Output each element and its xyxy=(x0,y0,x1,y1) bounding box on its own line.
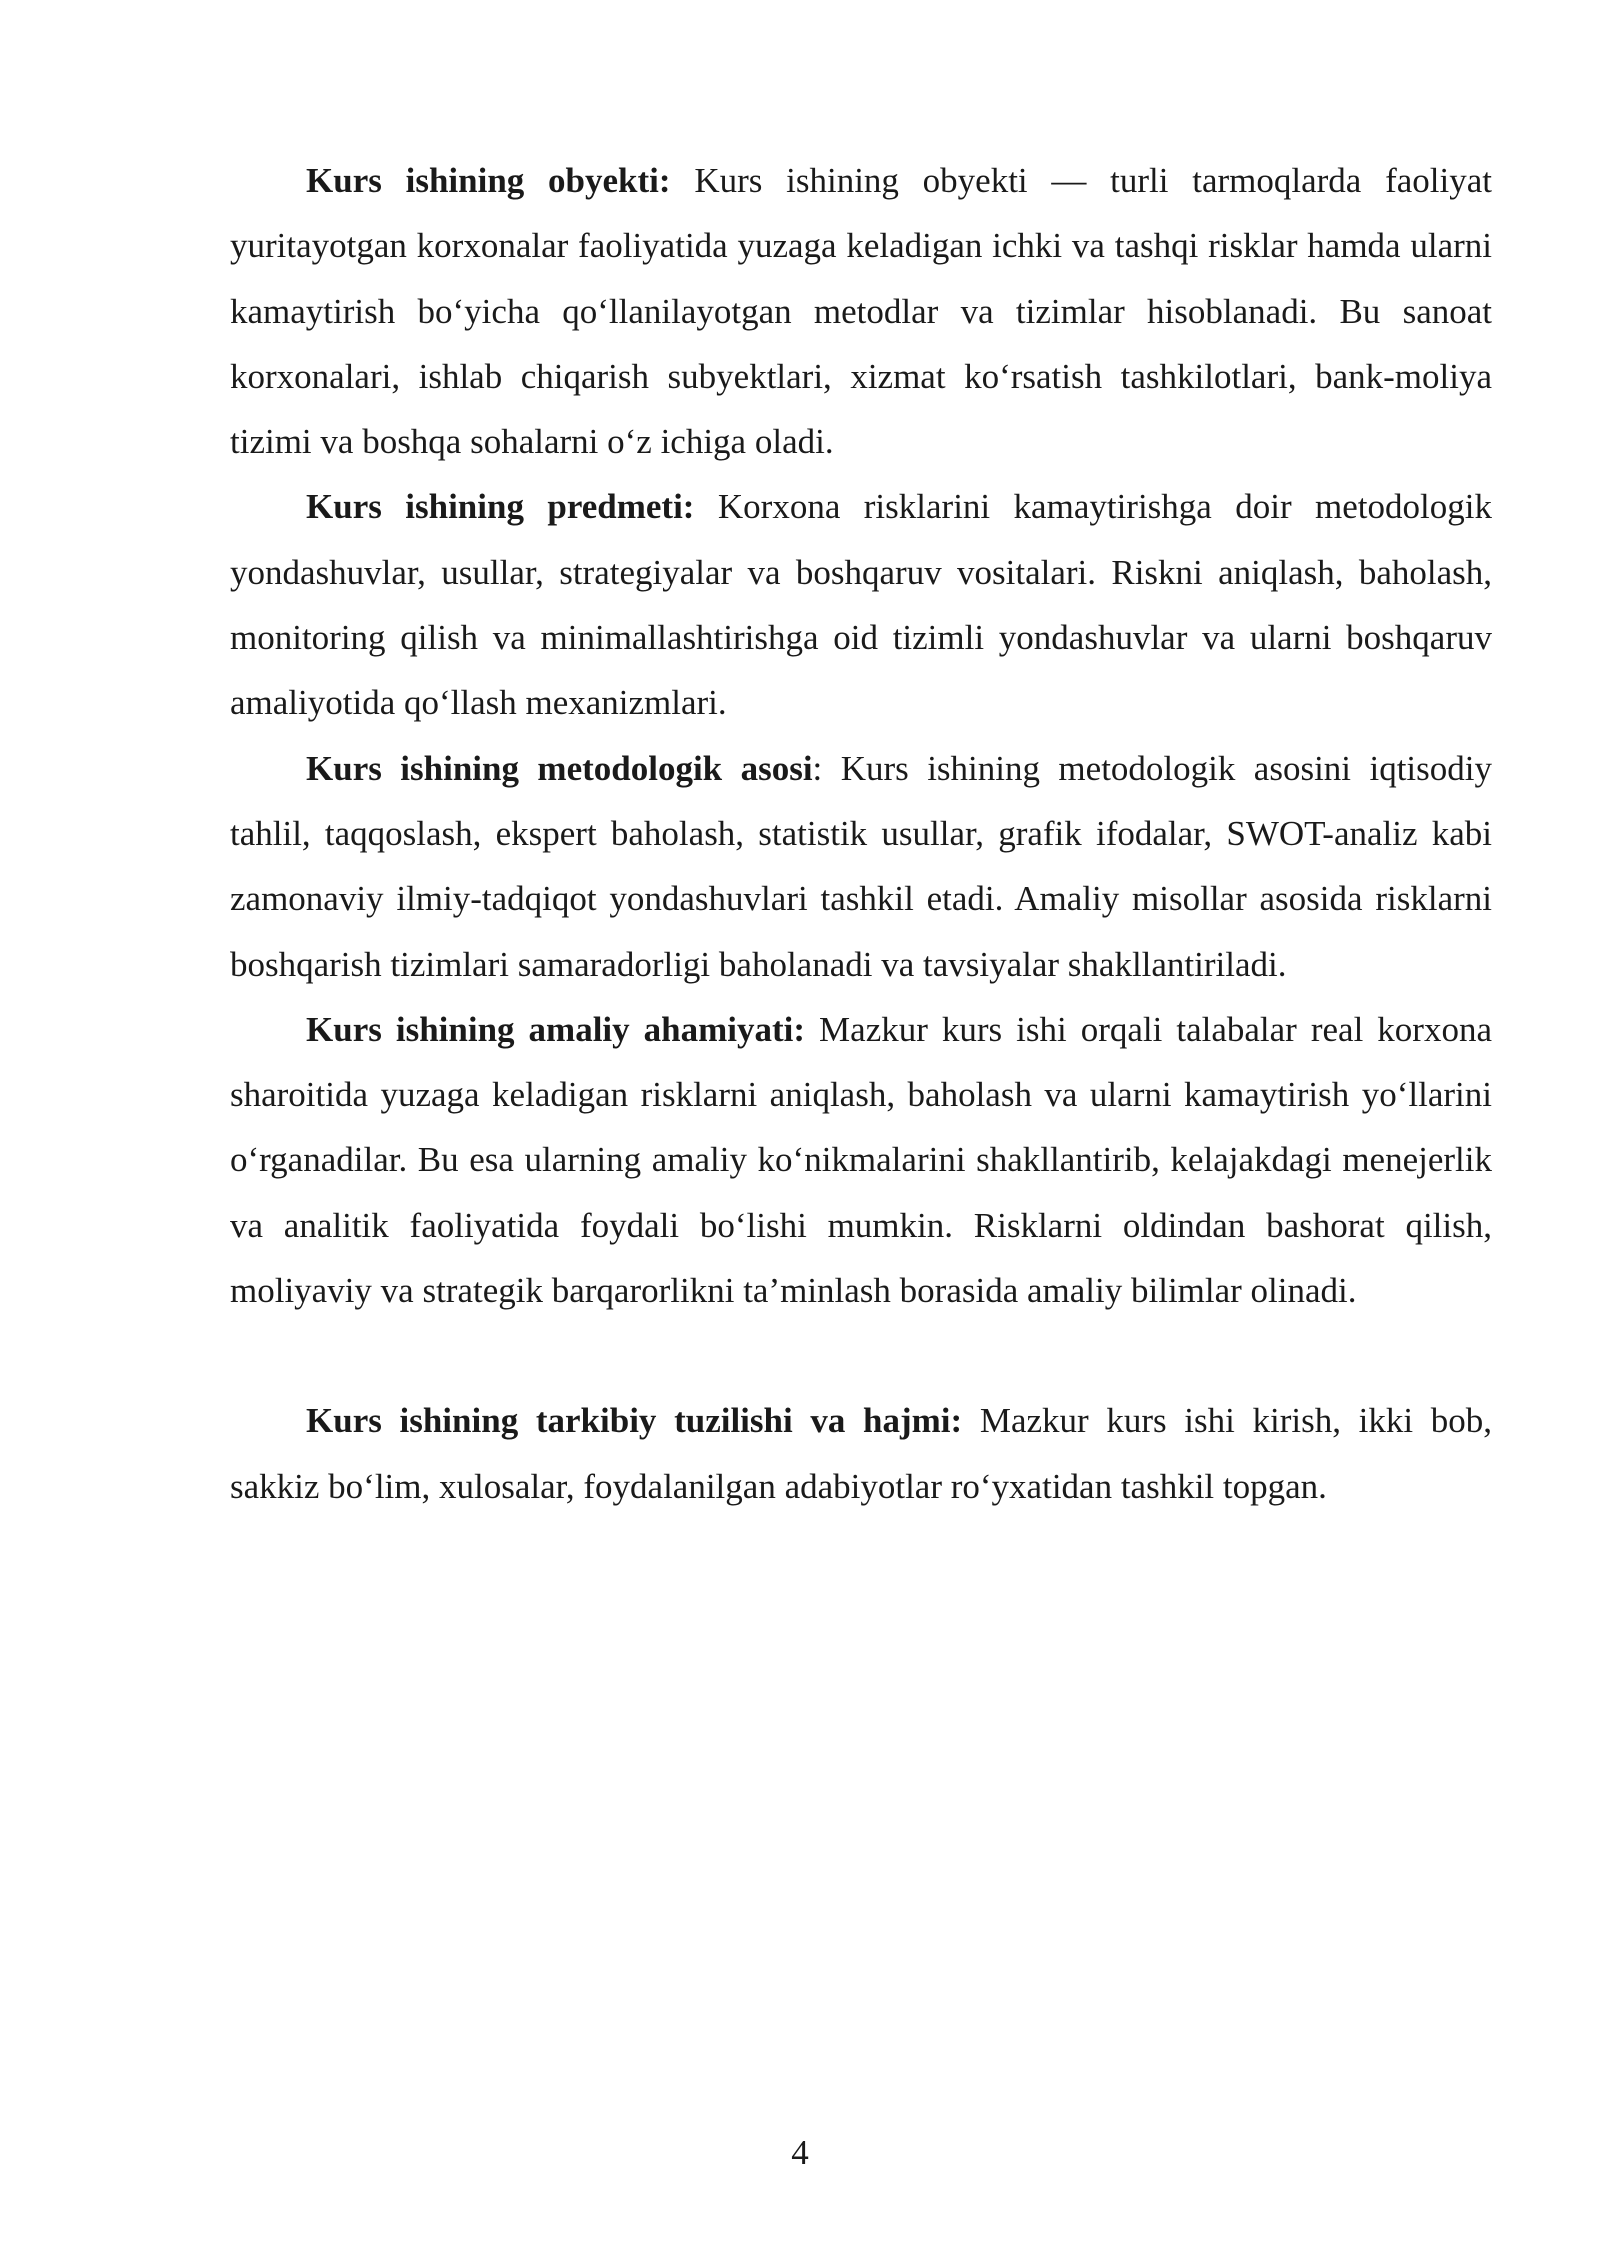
paragraph-body: Mazkur kurs ishi orqali talabalar real korxona sharoitida yuzaga keladigan risklarni aniqlash, baholash va ularni kamaytirish yo‘llarini o‘rganadilar. Bu esa ularning amaliy ko‘nikmalarini shakllantirib, kelajakdagi menejerlik va analitik faoliyatida foydali bo‘lishi mumkin. Risklarni oldindan bashorat qilish, moliyaviy va strategik barqarorlikni ta’minlash borasida amaliy bilimlar olinadi. xyxy=(230,1009,1492,1311)
page-number: 4 xyxy=(791,2133,809,2172)
paragraph-methodology xyxy=(230,736,1492,997)
paragraph-object xyxy=(230,148,1492,474)
paragraph-heading: Kurs ishining amaliy ahamiyati: xyxy=(306,1009,806,1049)
body-text xyxy=(230,148,1492,1519)
paragraph-heading: Kurs ishining tarkibiy tuzilishi va hajmi: xyxy=(306,1401,963,1441)
paragraph-body: Korxona risklarini kamaytirishga doir metodologik yondashuvlar, usullar, strategiyalar va boshqaruv vositalari. Riskni aniqlash, baholash, monitoring qilish va minimallashtirishga oid tizimli yondashuvlar va ularni boshqaruv amaliyotida qo‘llash mexanizmlari. xyxy=(230,487,1492,723)
paragraph-heading: Kurs ishining predmeti: xyxy=(306,487,695,527)
paragraph-body: Mazkur kurs ishi kirish, ikki bob, sakkiz bo‘lim, xulosalar, foydalanilgan adabiyotlar ro‘yxatidan tashkil topgan. xyxy=(230,1401,1492,1506)
paragraph-body: : Kurs ishining metodologik asosini iqtisodiy tahlil, taqqoslash, ekspert baholash, statistik usullar, grafik ifodalar, SWOT-analiz kabi zamonaviy ilmiy-tadqiqot yondashuvlari tashkil etadi. Amaliy misollar asosida risklarni boshqarish tizimlari samaradorligi baholanadi va tavsiyalar shakllantiriladi. xyxy=(230,748,1492,984)
paragraph-heading: Kurs ishining obyekti: xyxy=(306,161,671,200)
paragraph-heading: Kurs ishining metodologik asosi xyxy=(306,748,813,788)
paragraph-body: Kurs ishining obyekti — turli tarmoqlarda faoliyat yuritayotgan korxonalar faoliyatida yuzaga keladigan ichki va tashqi risklar hamda ularni kamaytirish bo‘yicha qo‘llanilayotgan metodlar va tizimlar hisoblanadi. Bu sanoat korxonalari, ishlab chiqarish subyektlari, xizmat ko‘rsatish tashkilotlari, bank-moliya tizimi va boshqa sohalarni o‘z ichiga oladi. xyxy=(230,161,1493,462)
paragraph-practical-significance xyxy=(230,997,1492,1323)
paragraph-structure xyxy=(230,1388,1492,1519)
paragraph-subject xyxy=(230,474,1492,735)
paragraph-spacer xyxy=(230,1323,1492,1388)
